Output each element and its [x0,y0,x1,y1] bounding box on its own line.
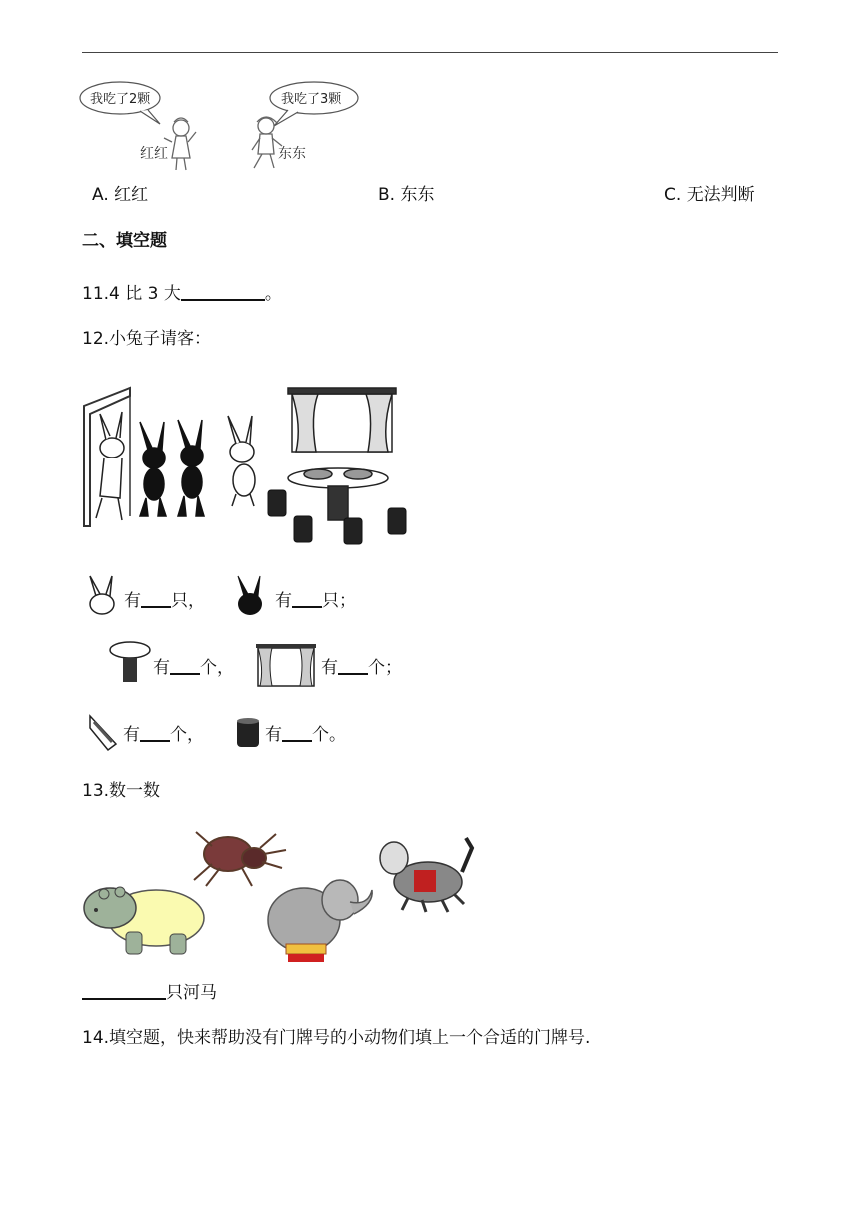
q12-unit: 个， [200,658,234,678]
q12-word: 有 [153,658,170,678]
q14-number: 14. [82,1028,110,1048]
q12-row3-left [123,724,204,746]
q12-word: 有 [265,725,282,745]
black-rabbit-icon [140,420,204,516]
q12-blank[interactable] [292,590,322,608]
q13-text: 数一数 [109,781,161,801]
q12-row2-left [153,657,234,679]
plate-small-icon [86,710,122,752]
rabbit-party-illustration [82,386,422,552]
elephant-icon [268,880,372,962]
window-small-icon [256,644,316,688]
q12-blank[interactable] [170,657,200,675]
option-b[interactable] [378,184,434,206]
option-a[interactable] [92,184,148,206]
q12-unit: 只， [171,591,205,611]
name-left: 红红 [140,146,168,162]
q14-text: 填空题，快来帮助没有门牌号的小动物们填上一个合适的门牌号. [109,1028,591,1048]
option-b-letter: B. [378,185,396,205]
cow-icon [380,838,472,912]
q12-word: 有 [124,591,141,611]
q12-blank[interactable] [338,657,368,675]
q13-answer-suffix: 只河马 [166,983,217,1003]
q13-number: 13. [82,781,110,801]
q11-number: 11. [82,284,110,304]
q10-illustration [78,76,388,176]
table-small-icon [108,640,152,688]
option-a-letter: A. [92,185,109,205]
question-12 [82,328,211,350]
q11-text: 4 比 3 大 [109,284,181,304]
option-c-letter: C. [664,185,682,205]
table-icon [288,468,388,520]
q12-number: 12. [82,329,110,349]
q12-unit: 个； [368,658,402,678]
name-right: 东东 [278,146,306,162]
white-rabbit-icon [96,412,124,520]
bubble-right-text: 我吃了3颗 [281,92,342,107]
girl-icon [164,118,196,170]
white-rabbit-small-icon [84,574,122,620]
option-a-text: 红红 [114,185,149,205]
question-14 [82,1027,590,1049]
q12-unit: 只； [322,591,356,611]
q12-row1-right [275,590,356,612]
header-rule [82,52,778,53]
white-rabbit-2-icon [228,416,255,506]
stool-small-icon [234,716,262,750]
q12-text: 小兔子请客： [109,329,212,349]
q12-word: 有 [321,658,338,678]
window-icon [288,388,396,452]
q12-word: 有 [275,591,292,611]
option-c-text: 无法判断 [686,185,755,205]
q13-answer-line [82,982,217,1004]
hippo-icon [84,887,204,954]
q12-blank[interactable] [140,724,170,742]
speech-bubble-left-tail [140,110,160,124]
q11-tail: 。 [264,284,282,304]
animals-illustration [82,828,474,968]
q12-blank[interactable] [282,724,312,742]
q12-blank[interactable] [141,590,171,608]
q12-row3-right [265,724,346,746]
q11-answer-blank[interactable] [181,283,265,301]
black-rabbit-small-icon [232,574,270,620]
spider-icon [194,832,286,886]
q12-word: 有 [123,725,140,745]
q12-row2-right [321,657,402,679]
section-heading: 二、填空题 [82,231,167,251]
q12-unit: 个， [170,725,204,745]
question-13 [82,780,160,802]
bubble-left-text: 我吃了2颗 [90,92,151,107]
q12-row1-left [124,590,205,612]
q12-unit: 个。 [312,725,346,745]
question-11 [82,283,282,305]
option-b-text: 东东 [400,185,435,205]
option-c[interactable] [664,184,755,206]
q13-answer-blank[interactable] [82,982,166,1000]
